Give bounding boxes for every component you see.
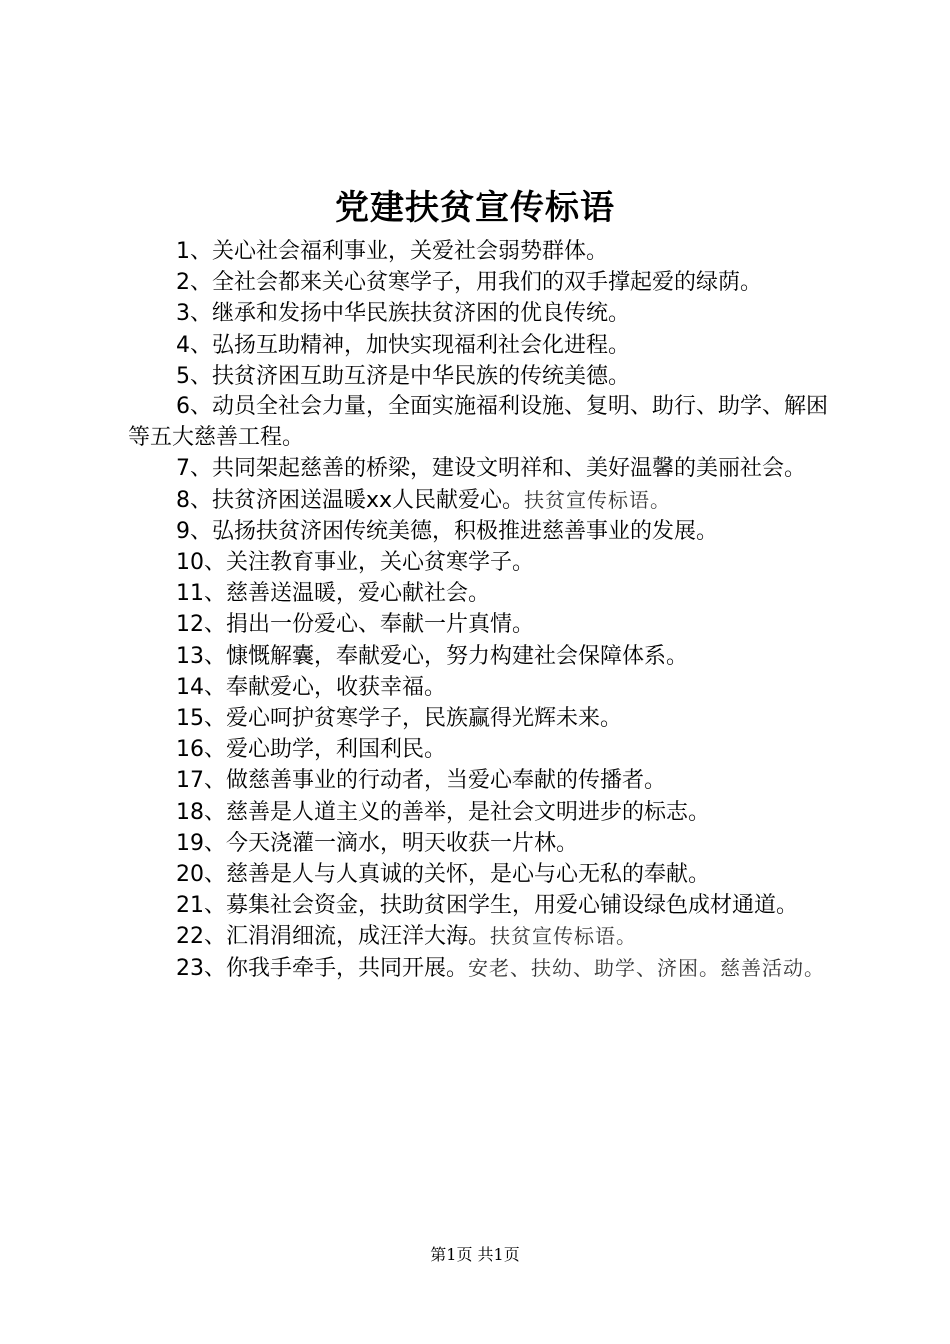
slogan-item <box>128 859 840 890</box>
slogan-item <box>128 797 840 828</box>
slogan-item <box>128 953 840 984</box>
slogan-item <box>128 578 840 609</box>
slogan-item <box>128 765 840 796</box>
slogan-text: 13、慷慨解囊，奉献爱心，努力构建社会保障体系。 <box>176 643 688 669</box>
slogan-item <box>128 609 840 640</box>
slogan-text: 7、共同架起慈善的桥梁，建设文明祥和、美好温馨的美丽社会。 <box>176 456 806 482</box>
slogan-text: 10、关注教育事业，关心贫寒学子。 <box>176 550 534 576</box>
slogan-text: 16、爱心助学，利国利民。 <box>176 737 446 763</box>
slogan-item <box>128 392 840 453</box>
slogan-text: 2、全社会都来关心贫寒学子，用我们的双手撑起爱的绿荫。 <box>176 270 762 296</box>
slogan-text: 22、汇涓涓细流，成汪洋大海。 <box>176 924 490 950</box>
slogan-item <box>128 890 840 921</box>
slogan-text: 3、继承和发扬中华民族扶贫济困的优良传统。 <box>176 301 630 327</box>
slogan-item <box>128 547 840 578</box>
slogan-text: 1、关心社会福利事业，关爱社会弱势群体。 <box>176 239 608 264</box>
slogan-list <box>128 236 840 984</box>
slogan-text: 21、募集社会资金，扶助贫困学生，用爱心铺设绿色成材通道。 <box>176 893 798 919</box>
slogan-text: 4、弘扬互助精神，加快实现福利社会化进程。 <box>176 332 630 358</box>
slogan-item <box>128 298 840 329</box>
slogan-text: 11、慈善送温暖，爱心献社会。 <box>176 581 490 607</box>
slogan-text: 15、爱心呵护贫寒学子，民族赢得光辉未来。 <box>176 706 622 732</box>
slogan-text: 18、慈善是人道主义的善举，是社会文明进步的标志。 <box>176 799 710 825</box>
slogan-text: 14、奉献爱心，收获幸福。 <box>176 674 446 700</box>
slogan-item <box>128 485 840 516</box>
slogan-extra: 扶贫宣传标语。 <box>490 924 637 949</box>
document-title: 党建扶贫宣传标语 <box>335 188 615 228</box>
slogan-text: 6、动员全社会力量，全面实施福利设施、复明、助行、助学、解困等五大慈善工程。 <box>128 394 828 451</box>
slogan-item <box>128 703 840 734</box>
slogan-item <box>128 734 840 765</box>
slogan-text: 19、今天浇灌一滴水，明天收获一片林。 <box>176 830 578 856</box>
slogan-text: 9、弘扬扶贫济困传统美德，积极推进慈善事业的发展。 <box>176 518 718 544</box>
slogan-item <box>128 641 840 672</box>
slogan-text: 8、扶贫济困送温暖xx人民献爱心。 <box>176 487 525 513</box>
slogan-item <box>128 236 840 267</box>
page-footer: 第1页 共1页 <box>430 1245 520 1264</box>
slogan-text: 20、慈善是人与人真诚的关怀，是心与心无私的奉献。 <box>176 862 710 888</box>
slogan-item <box>128 267 840 298</box>
slogan-text: 5、扶贫济困互助互济是中华民族的传统美德。 <box>176 363 630 389</box>
slogan-text: 12、捐出一份爱心、奉献一片真情。 <box>176 612 534 638</box>
slogan-item <box>128 361 840 392</box>
slogan-text: 17、做慈善事业的行动者，当爱心奉献的传播者。 <box>176 768 666 794</box>
slogan-item <box>128 672 840 703</box>
slogan-extra: 安老、扶幼、助学、济困。慈善活动。 <box>468 955 825 980</box>
slogan-item <box>128 330 840 361</box>
slogan-item <box>128 828 840 859</box>
slogan-item <box>128 453 840 484</box>
slogan-item <box>128 516 840 547</box>
slogan-item <box>128 921 840 952</box>
slogan-extra: 扶贫宣传标语。 <box>524 487 672 512</box>
slogan-text: 23、你我手牵手，共同开展。 <box>176 955 468 981</box>
